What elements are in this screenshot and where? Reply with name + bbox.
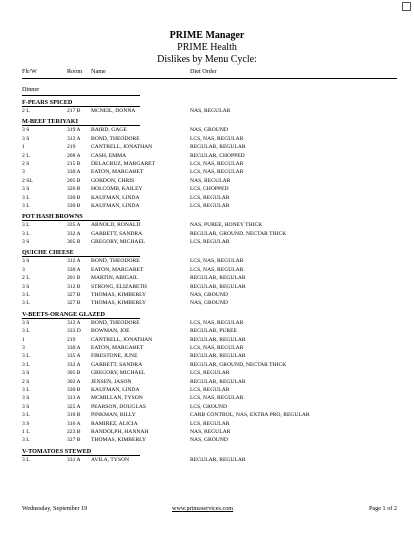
diet-order-cell: REGULAR, REGULAR bbox=[190, 456, 246, 463]
resident-row bbox=[22, 456, 397, 464]
resident-row bbox=[22, 420, 397, 428]
diet-order-cell: CARB CONTROL, NAS, EXTRA PRO, REGULAR bbox=[190, 412, 310, 419]
resident-name-cell: STRONG, ELIZABETH bbox=[91, 283, 147, 290]
diet-order-cell: LCS, REGULAR bbox=[190, 420, 230, 427]
resident-name-cell: GARRETT, SANDRA bbox=[91, 361, 143, 368]
resident-row bbox=[22, 428, 397, 436]
diet-order-cell: LCS, NAS, REGULAR bbox=[190, 160, 244, 167]
col-floor-wing: Flr/W bbox=[22, 68, 37, 75]
room-cell: 330 B bbox=[67, 194, 81, 201]
resident-name-cell: KAUFMAN, LINDA bbox=[91, 194, 140, 201]
resident-name-cell: MCMILLAN, TYSON bbox=[91, 395, 143, 402]
resident-row bbox=[22, 361, 397, 369]
resident-row bbox=[22, 221, 397, 229]
room-cell: 327 B bbox=[67, 300, 81, 307]
floor-wing-cell: 3 L bbox=[22, 292, 30, 299]
room-cell: 310 B bbox=[67, 412, 81, 419]
floor-wing-cell: 3 L bbox=[22, 202, 30, 209]
diet-order-cell: LCS, CHOPPED bbox=[190, 186, 229, 193]
diet-order-cell: LCS, NAS, REGULAR bbox=[190, 135, 244, 142]
room-cell: 217 B bbox=[67, 108, 81, 114]
resident-row bbox=[22, 160, 397, 168]
meal-label: Dinner bbox=[22, 86, 40, 93]
diet-order-cell: NAS, GROUND bbox=[190, 127, 228, 134]
floor-wing-cell: 1 L bbox=[22, 428, 30, 435]
resident-row bbox=[22, 107, 397, 115]
room-cell: 325 A bbox=[67, 403, 81, 410]
food-group bbox=[22, 447, 397, 464]
resident-name-cell: ARNOLD, RONALD bbox=[91, 222, 141, 229]
resident-name-cell: THOMAS, KIMBERLY bbox=[91, 292, 147, 299]
col-name: Name bbox=[91, 68, 106, 75]
food-item-title bbox=[22, 447, 397, 456]
room-cell: 327 B bbox=[67, 292, 81, 299]
diet-order-cell: REGULAR, GROUND, NECTAR THICK bbox=[190, 361, 287, 368]
room-cell: 205 B bbox=[67, 177, 81, 184]
room-cell: 316 A bbox=[67, 420, 81, 427]
resident-row bbox=[22, 327, 397, 335]
resident-name-cell: MCNEIL, DONNA bbox=[91, 108, 136, 114]
food-group bbox=[22, 212, 397, 246]
room-cell: 312 B bbox=[67, 283, 81, 290]
room-cell: 331 A bbox=[67, 456, 81, 463]
report-subtitle: Dislikes by Menu Cycle: bbox=[157, 54, 257, 65]
footer-website-link[interactable]: www.primeservices.com bbox=[172, 505, 234, 512]
diet-order-cell: LCS, NAS, REGULAR bbox=[190, 169, 244, 176]
food-group bbox=[22, 117, 397, 210]
room-cell: 219 bbox=[67, 144, 76, 151]
resident-row bbox=[22, 386, 397, 394]
floor-wing-cell: 3 bbox=[22, 344, 25, 351]
resident-row bbox=[22, 126, 397, 134]
resident-row bbox=[22, 378, 397, 386]
food-group bbox=[22, 248, 397, 307]
diet-order-cell: NAS, GROUND bbox=[190, 437, 228, 444]
diet-order-cell: REGULAR, REGULAR bbox=[190, 144, 246, 151]
resident-row bbox=[22, 403, 397, 411]
food-item-label: V-BEETS-ORANGE GLAZED bbox=[22, 310, 105, 318]
resident-name-cell: THOMAS, KIMBERLY bbox=[91, 437, 147, 444]
room-cell: 319 A bbox=[67, 127, 81, 134]
resident-name-cell: AVILA, TYSON bbox=[91, 456, 130, 463]
floor-wing-cell: 3 L bbox=[22, 300, 30, 307]
room-cell: 208 A bbox=[67, 152, 81, 159]
room-cell: 312 A bbox=[67, 135, 81, 142]
floor-wing-cell: 3 L bbox=[22, 412, 30, 419]
food-item-title bbox=[22, 248, 397, 257]
resident-name-cell: GARRETT, SANDRA bbox=[91, 230, 143, 237]
resident-name-cell: BOND, THEODORE bbox=[91, 258, 140, 265]
resident-row bbox=[22, 266, 397, 274]
resident-name-cell: MARTIN, ABIGAIL bbox=[91, 275, 139, 282]
floor-wing-cell: 3 L bbox=[22, 222, 30, 229]
food-item-label: F-PEARS SPICED bbox=[22, 99, 73, 106]
resident-name-cell: THOMAS, KIMBERLY bbox=[91, 300, 147, 307]
room-cell: 330 A bbox=[67, 266, 81, 273]
resident-row bbox=[22, 394, 397, 402]
room-cell: 335 A bbox=[67, 222, 81, 229]
floor-wing-cell: 3 L bbox=[22, 328, 30, 335]
floor-wing-cell: 3 L bbox=[22, 437, 30, 444]
diet-order-cell: REGULAR, REGULAR bbox=[190, 336, 246, 343]
food-item-label: POT HASH BROWNS bbox=[22, 213, 83, 221]
room-cell: 305 B bbox=[67, 239, 81, 246]
room-cell: 335 A bbox=[67, 353, 81, 360]
resident-row bbox=[22, 283, 397, 291]
meal-divider bbox=[22, 95, 140, 96]
diet-order-cell: REGULAR, CHOPPED bbox=[190, 152, 245, 159]
floor-wing-cell: 3 L bbox=[22, 194, 30, 201]
floor-wing-cell: 1 bbox=[22, 144, 25, 151]
resident-name-cell: KAUFMAN, LINDA bbox=[91, 386, 140, 393]
floor-wing-cell: 2 S bbox=[22, 378, 30, 385]
diet-order-cell: REGULAR, REGULAR bbox=[190, 275, 246, 282]
food-item-title bbox=[22, 212, 397, 221]
resident-row bbox=[22, 143, 397, 151]
room-cell: 327 B bbox=[67, 437, 81, 444]
floor-wing-cell: 3 S bbox=[22, 135, 30, 142]
diet-order-cell: LCS, NAS, REGULAR bbox=[190, 395, 244, 402]
floor-wing-cell: 3 S bbox=[22, 186, 30, 193]
resident-name-cell: CASH, EMMA bbox=[91, 152, 127, 159]
floor-wing-cell: 3 S bbox=[22, 370, 30, 377]
diet-order-cell: LCS, NAS, REGULAR bbox=[190, 258, 244, 265]
resident-row bbox=[22, 352, 397, 360]
floor-wing-cell: 3 S bbox=[22, 395, 30, 402]
diet-order-cell: LCS, NAS, REGULAR bbox=[190, 266, 244, 273]
room-cell: 201 B bbox=[67, 275, 81, 282]
food-item-label: M-BEEF TERIYAKI bbox=[22, 118, 78, 126]
diet-order-cell: NAS, PUREE, HONEY THICK bbox=[190, 222, 263, 229]
resident-name-cell: RAMIREZ, ALICIA bbox=[91, 420, 138, 427]
resident-name-cell: KAUFMAN, LINDA bbox=[91, 202, 140, 209]
room-cell: 333 D bbox=[67, 328, 81, 335]
diet-order-cell: NAS, GROUND bbox=[190, 292, 228, 299]
diet-order-cell: NAS, REGULAR bbox=[190, 177, 231, 184]
resident-name-cell: PINKMAN, BILLY bbox=[91, 412, 136, 419]
report-footer bbox=[22, 505, 397, 515]
resident-row bbox=[22, 274, 397, 282]
resident-name-cell: RANDOLPH, HANNAH bbox=[91, 428, 149, 435]
floor-wing-cell: 2 S bbox=[22, 160, 30, 167]
food-item-title bbox=[22, 310, 397, 319]
floor-wing-cell: 3 L bbox=[22, 230, 30, 237]
resident-name-cell: BAIRD, GAGE bbox=[91, 127, 127, 134]
floor-wing-cell: 3 L bbox=[22, 456, 30, 463]
diet-order-cell: NAS, REGULAR bbox=[190, 108, 231, 114]
resident-row bbox=[22, 411, 397, 419]
food-item-label: V-TOMATOES STEWED bbox=[22, 447, 92, 455]
room-cell: 330 B bbox=[67, 386, 81, 393]
resident-row bbox=[22, 344, 397, 352]
resident-name-cell: BOND, THEODORE bbox=[91, 135, 140, 142]
diet-order-cell: REGULAR, REGULAR bbox=[190, 353, 246, 360]
diet-order-cell: NAS, GROUND bbox=[190, 300, 228, 307]
diet-order-cell: REGULAR, REGULAR bbox=[190, 378, 246, 385]
floor-wing-cell: 2 L bbox=[22, 152, 30, 159]
food-item-label: QUICHE CHEESE bbox=[22, 249, 74, 257]
floor-wing-cell: 2 SL bbox=[22, 177, 33, 184]
floor-wing-cell: 3 S bbox=[22, 319, 30, 326]
floor-wing-cell: 3 S bbox=[22, 420, 30, 427]
room-cell: 330 A bbox=[67, 169, 81, 176]
resident-name-cell: JENSEN, JASON bbox=[91, 378, 132, 385]
floor-wing-cell: 3 L bbox=[22, 353, 30, 360]
food-item-title bbox=[22, 98, 397, 107]
diet-order-cell: REGULAR, REGULAR bbox=[190, 283, 246, 290]
diet-order-cell: LCS, REGULAR bbox=[190, 194, 230, 201]
resident-name-cell: EATON, MARGARET bbox=[91, 169, 144, 176]
resident-row bbox=[22, 336, 397, 344]
resident-row bbox=[22, 238, 397, 246]
resident-name-cell: GREGORY, MICHAEL bbox=[91, 370, 146, 377]
resident-name-cell: BOND, THEODORE bbox=[91, 319, 140, 326]
col-diet-order: Diet Order bbox=[190, 68, 217, 75]
report-header bbox=[0, 30, 414, 66]
resident-row bbox=[22, 257, 397, 265]
diet-order-cell: LCS, REGULAR bbox=[190, 202, 230, 209]
room-cell: 326 B bbox=[67, 186, 81, 193]
dislikes-list bbox=[22, 98, 397, 466]
resident-name-cell: EATON, MARGARET bbox=[91, 266, 144, 273]
diet-order-cell: REGULAR, GROUND, NECTAR THICK bbox=[190, 230, 287, 237]
column-headers bbox=[22, 66, 397, 79]
diet-order-cell: LCS, NAS, REGULAR bbox=[190, 344, 244, 351]
window-corner-box bbox=[402, 2, 411, 11]
room-cell: 312 A bbox=[67, 319, 81, 326]
resident-row bbox=[22, 152, 397, 160]
floor-wing-cell: 3 S bbox=[22, 283, 30, 290]
resident-name-cell: CANTRELL, JONATHAN bbox=[91, 336, 153, 343]
floor-wing-cell: 3 bbox=[22, 266, 25, 273]
resident-name-cell: FIRESTONE, JUNE bbox=[91, 353, 138, 360]
resident-row bbox=[22, 135, 397, 143]
resident-row bbox=[22, 202, 397, 210]
resident-name-cell: BOWMAN, JOE bbox=[91, 328, 130, 335]
room-cell: 223 B bbox=[67, 428, 81, 435]
resident-name-cell: PEARSON, DOUGLAS bbox=[91, 403, 147, 410]
room-cell: 302 A bbox=[67, 378, 81, 385]
room-cell: 330 A bbox=[67, 344, 81, 351]
room-cell: 332 A bbox=[67, 361, 81, 368]
floor-wing-cell: 3 S bbox=[22, 258, 30, 265]
diet-order-cell: REGULAR, PUREE bbox=[190, 328, 237, 335]
resident-name-cell: GREGORY, MICHAEL bbox=[91, 239, 146, 246]
floor-wing-cell: 3 L bbox=[22, 361, 30, 368]
diet-order-cell: LCS, REGULAR bbox=[190, 370, 230, 377]
room-cell: 330 B bbox=[67, 202, 81, 209]
food-group bbox=[22, 310, 397, 445]
room-cell: 305 B bbox=[67, 370, 81, 377]
diet-order-cell: LCS, NAS, REGULAR bbox=[190, 319, 244, 326]
room-cell: 219 bbox=[67, 336, 76, 343]
resident-row bbox=[22, 291, 397, 299]
report-title: PRIME Manager bbox=[169, 30, 245, 41]
floor-wing-cell: 3 S bbox=[22, 403, 30, 410]
resident-name-cell: EATON, MARGARET bbox=[91, 344, 144, 351]
room-cell: 215 B bbox=[67, 160, 81, 167]
floor-wing-cell: 3 S bbox=[22, 239, 30, 246]
floor-wing-cell: 3 L bbox=[22, 386, 30, 393]
facility-name: PRIME Health bbox=[177, 42, 237, 53]
footer-page-number: Page 1 of 2 bbox=[368, 505, 397, 512]
floor-wing-cell: 2 L bbox=[22, 108, 30, 114]
floor-wing-cell: 2 L bbox=[22, 275, 30, 282]
room-cell: 313 A bbox=[67, 395, 81, 402]
resident-name-cell: DELACRUZ, MARGARET bbox=[91, 160, 156, 167]
diet-order-cell: LCS, GROUND bbox=[190, 403, 227, 410]
resident-row bbox=[22, 319, 397, 327]
col-room: Room bbox=[67, 68, 83, 75]
footer-date: Wednesday, September 19 bbox=[22, 505, 88, 512]
resident-row bbox=[22, 299, 397, 307]
diet-order-cell: LCS, REGULAR bbox=[190, 386, 230, 393]
food-item-title bbox=[22, 117, 397, 126]
diet-order-cell: LCS, REGULAR bbox=[190, 239, 230, 246]
resident-row bbox=[22, 177, 397, 185]
resident-row bbox=[22, 185, 397, 193]
diet-order-cell: NAS, REGULAR bbox=[190, 428, 231, 435]
resident-row bbox=[22, 369, 397, 377]
resident-name-cell: CANTRELL, JONATHAN bbox=[91, 144, 153, 151]
resident-row bbox=[22, 436, 397, 444]
food-group bbox=[22, 98, 397, 115]
resident-row bbox=[22, 194, 397, 202]
floor-wing-cell: 3 bbox=[22, 169, 25, 176]
resident-row bbox=[22, 168, 397, 176]
floor-wing-cell: 1 bbox=[22, 336, 25, 343]
floor-wing-cell: 3 S bbox=[22, 127, 30, 134]
resident-name-cell: GORDON, CHRIS bbox=[91, 177, 135, 184]
resident-name-cell: HOLCOMB, KAILEY bbox=[91, 186, 143, 193]
room-cell: 332 A bbox=[67, 230, 81, 237]
room-cell: 312 A bbox=[67, 258, 81, 265]
resident-row bbox=[22, 230, 397, 238]
